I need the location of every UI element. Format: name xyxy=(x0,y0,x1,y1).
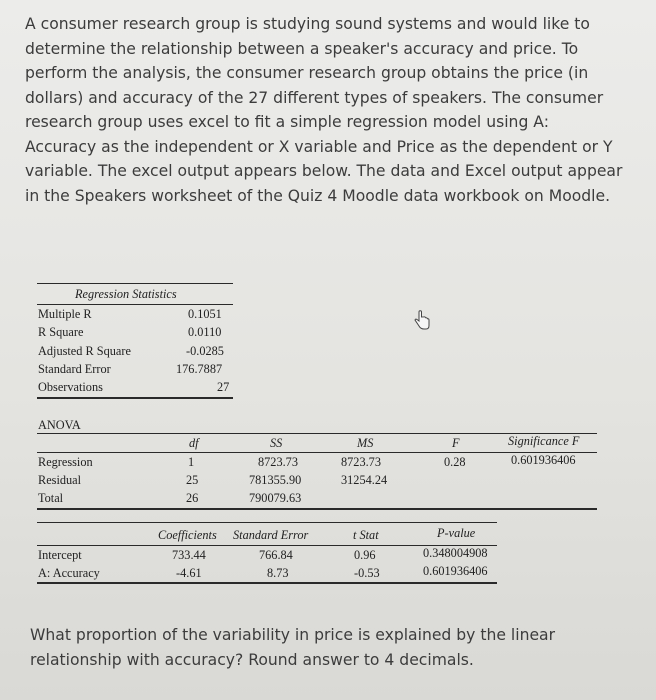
anova-header-ms: MS xyxy=(357,436,374,450)
anova-cell: 25 xyxy=(186,473,199,487)
coef-header-coefficients: Coefficients xyxy=(158,528,217,542)
anova-header-df: df xyxy=(189,436,199,450)
coef-header-p-value: P-value xyxy=(437,526,476,540)
stat-label: Observations xyxy=(38,380,103,394)
anova-row-label: Regression xyxy=(38,455,93,469)
anova-cell: 26 xyxy=(186,491,199,505)
stat-value: 0.0110 xyxy=(188,325,222,339)
coef-cell: 0.348004908 xyxy=(423,546,488,560)
anova-header-ss: SS xyxy=(270,436,283,450)
anova-cell: 8723.73 xyxy=(341,455,381,469)
coef-top-rule xyxy=(37,522,497,523)
top-rule xyxy=(37,283,233,284)
anova-row-label: Total xyxy=(38,491,64,505)
anova-cell: 790079.63 xyxy=(249,491,302,505)
coef-row-label: Intercept xyxy=(38,548,82,562)
anova-cell: 781355.90 xyxy=(249,473,302,487)
coef-header-standard-error: Standard Error xyxy=(233,528,309,542)
coef-header-t-stat: t Stat xyxy=(353,528,379,542)
coef-cell: 733.44 xyxy=(172,548,206,562)
anova-cell: 0.601936406 xyxy=(511,453,576,467)
stat-value: -0.0285 xyxy=(186,344,224,358)
bottom-rule xyxy=(37,397,233,399)
coef-cell: 0.601936406 xyxy=(423,564,488,578)
coef-cell: 8.73 xyxy=(267,566,289,580)
coef-cell: 766.84 xyxy=(259,548,293,562)
coef-cell: -4.61 xyxy=(176,566,202,580)
coef-cell: 0.96 xyxy=(354,548,376,562)
stat-label: Standard Error xyxy=(38,362,111,376)
header-rule xyxy=(37,304,233,305)
mouse-pointer-icon xyxy=(413,310,431,336)
anova-cell: 31254.24 xyxy=(341,473,388,487)
anova-title: ANOVA xyxy=(38,418,81,432)
stat-label: Multiple R xyxy=(38,307,92,321)
anova-cell: 1 xyxy=(188,455,195,469)
stat-label: Adjusted R Square xyxy=(38,344,131,358)
coef-bottom-rule xyxy=(37,582,497,584)
anova-bottom-rule xyxy=(37,508,597,510)
anova-row-label: Residual xyxy=(38,473,82,487)
coef-cell: -0.53 xyxy=(354,566,380,580)
question-paragraph: A consumer research group is studying sound systems and would like to determine the relationship between a speaker's accuracy and price. To perform the analysis, the consumer research group obtains the price (in dollars) and accuracy of the 27 different types of speakers. The consumer research group uses excel to fit a simple regression model using A: Accuracy as the independent or X variable and Price as the dependent or Y variable. The excel output appears below. The data and Excel output appear in the Speakers worksheet of the Quiz 4 Moodle data workbook on Moodle. xyxy=(25,15,623,205)
anova-cell: 8723.73 xyxy=(258,455,298,469)
anova-header-significance-f: Significance F xyxy=(508,434,580,448)
anova-header-f: F xyxy=(452,436,460,450)
stat-label: R Square xyxy=(38,325,84,339)
stat-value: 0.1051 xyxy=(188,307,222,321)
regression-statistics-title: Regression Statistics xyxy=(75,287,177,301)
anova-cell: 0.28 xyxy=(444,455,466,469)
stat-value: 27 xyxy=(217,380,230,394)
coef-row-label: A: Accuracy xyxy=(38,566,100,580)
prompt-question: What proportion of the variability in price is explained by the linear relationship with accuracy? Round answer to 4 decimals. xyxy=(30,626,556,669)
stat-value: 176.7887 xyxy=(176,362,223,376)
